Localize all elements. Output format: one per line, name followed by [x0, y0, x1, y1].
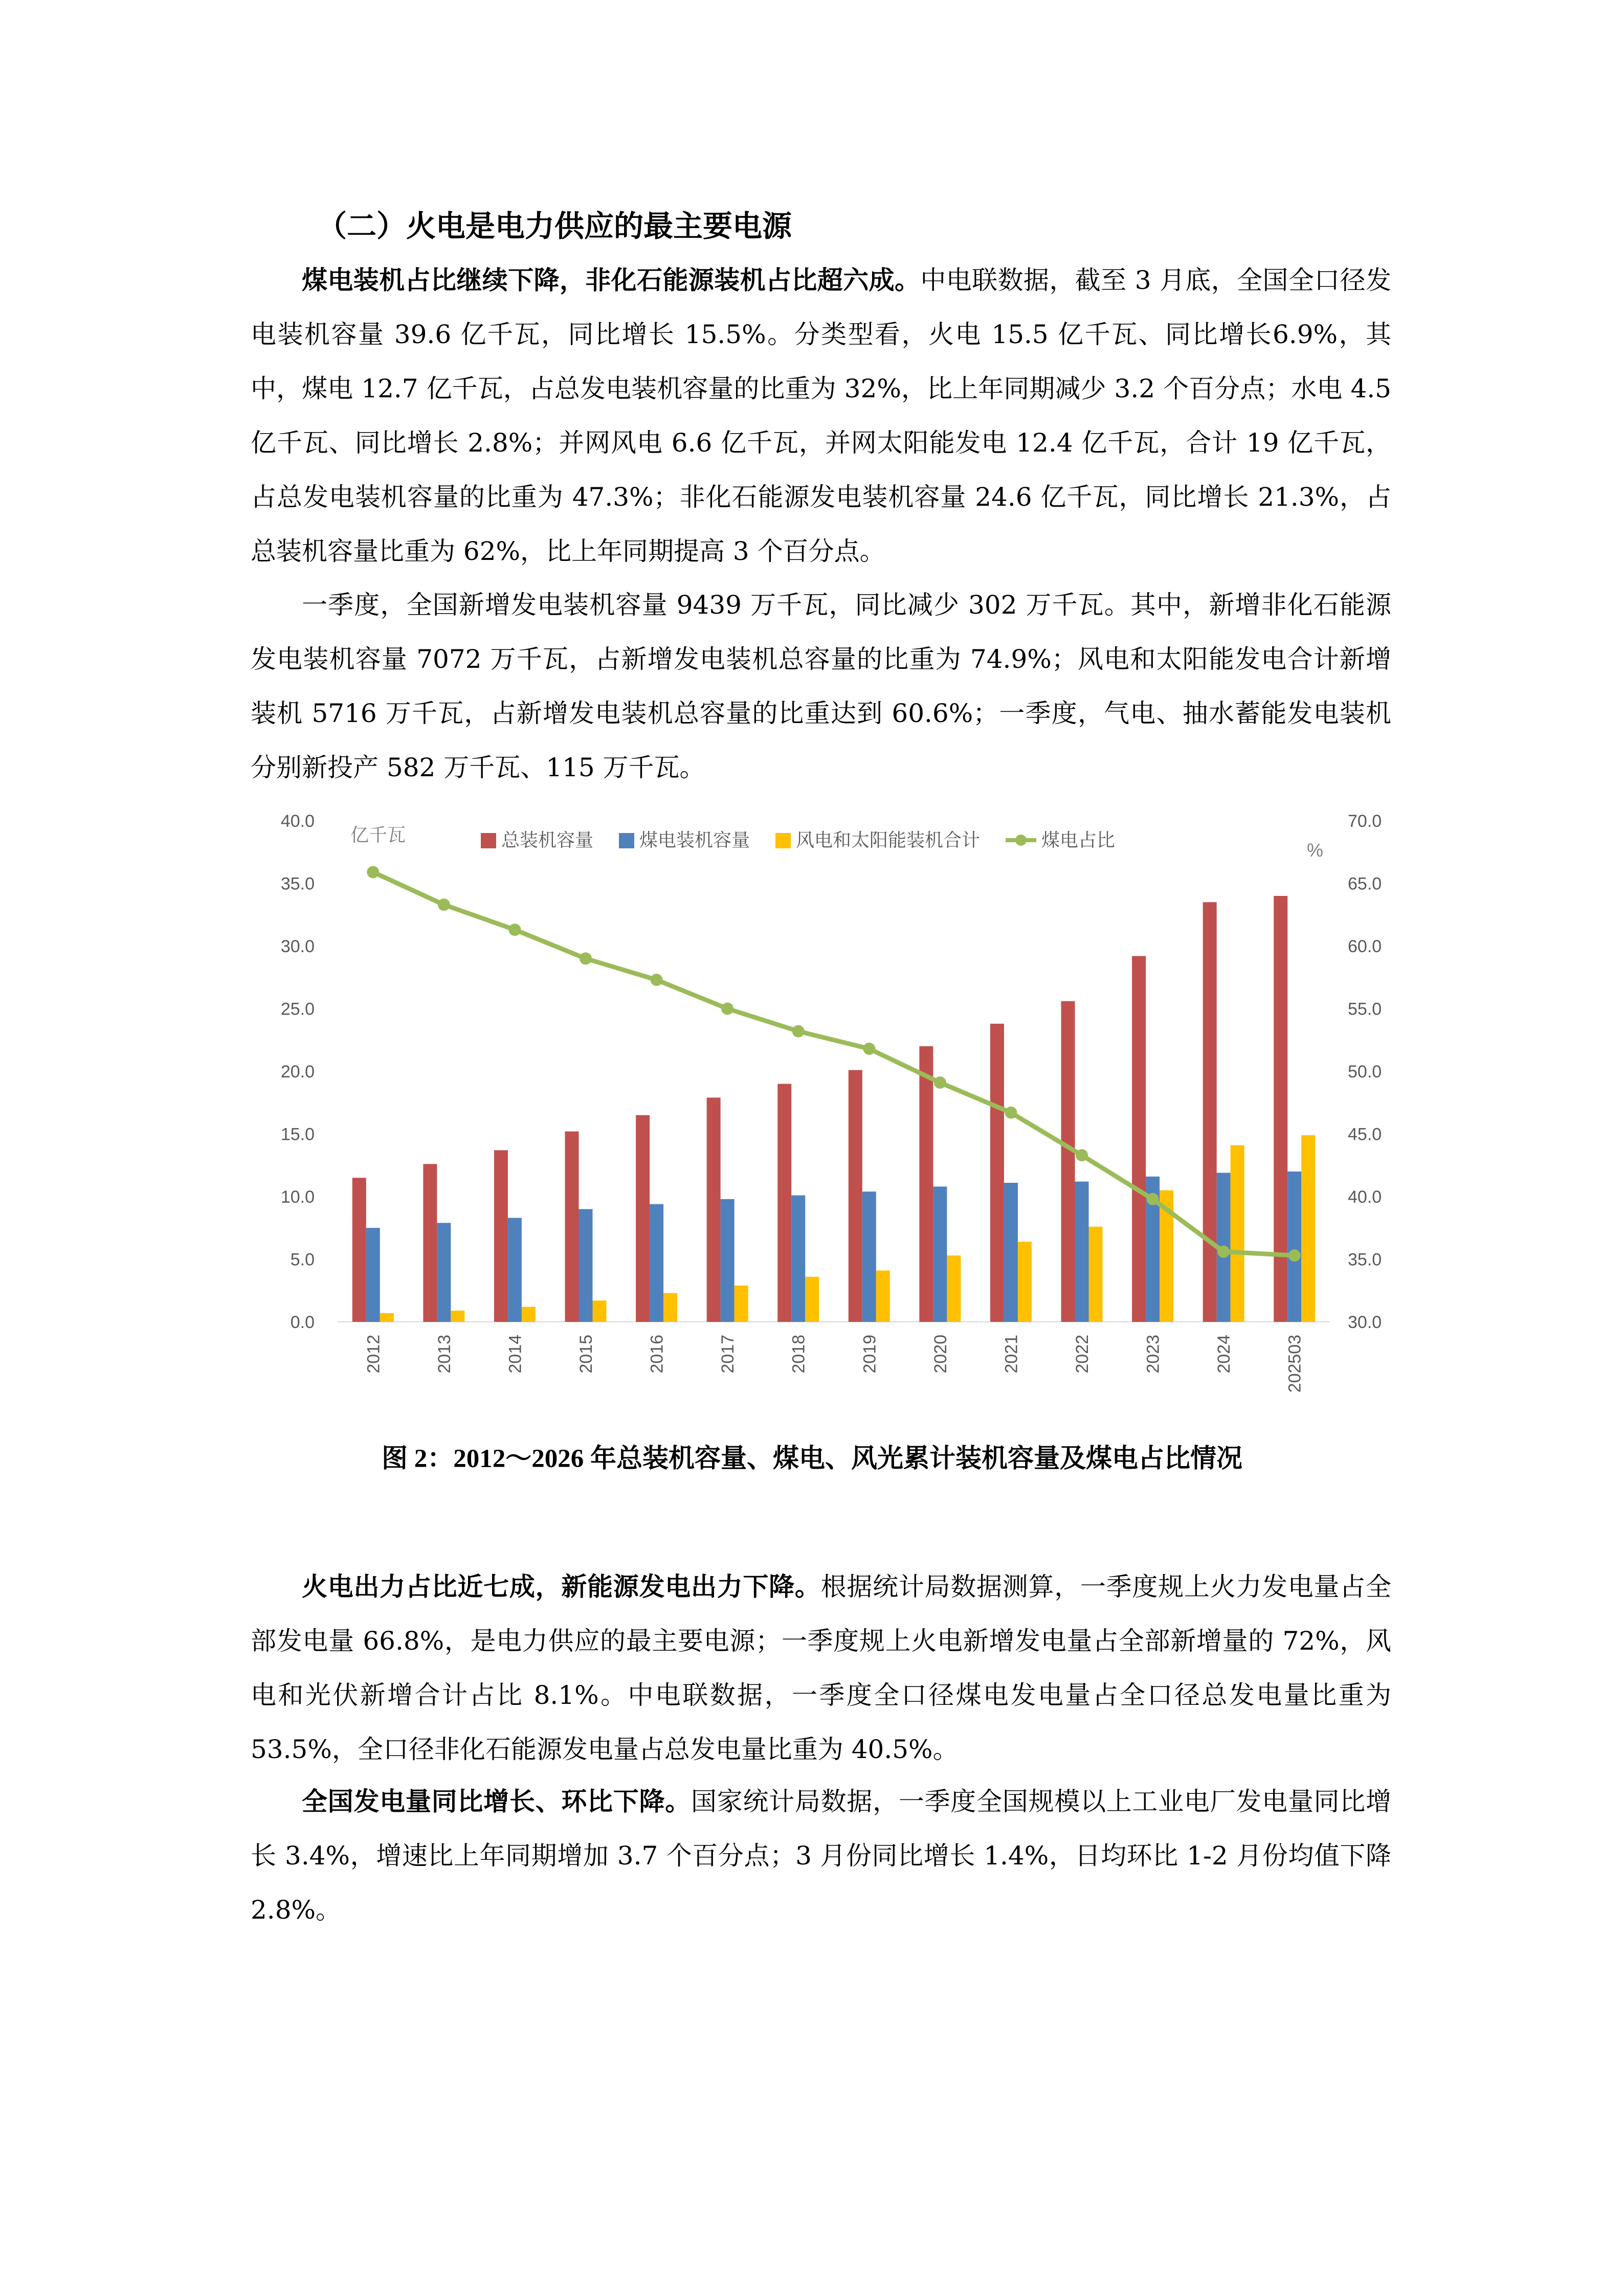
bar-2019: [876, 1271, 890, 1322]
legend-label: 总装机容量: [501, 829, 594, 850]
y2-tick-label: 30.0: [1348, 1313, 1382, 1332]
coal-share-point-2024: [1217, 1246, 1230, 1258]
bar-2015: [579, 1209, 593, 1322]
bar-2012: [352, 1178, 366, 1322]
bar-2018: [791, 1196, 805, 1322]
section-title: （二）火电是电力供应的最主要电源: [317, 209, 792, 243]
bar-202503: [1301, 1135, 1315, 1322]
coal-share-point-2017: [721, 1003, 733, 1015]
x-tick-label: 2017: [718, 1335, 738, 1374]
paragraph-body: 根据统计局数据测算，一季度规上火力发电量占全部发电量 66.8%，是电力供应的最主要电源；一季度规上火电新增发电量占全部新增量的 72%，风电和光伏新增合计占比 8.1%。中电联数据，一季度全口径煤电发电量占全口径总发电量比重为 53.5%，全口径非化石能源发电量占总发电量比重为 40.5%。: [251, 1572, 1392, 1764]
bar-202503: [1274, 896, 1287, 1322]
bar-2024: [1203, 902, 1217, 1322]
legend-swatch: [481, 833, 496, 848]
coal-share-point-2018: [792, 1025, 805, 1038]
bar-2021: [1004, 1183, 1018, 1322]
paragraph-capacity: [251, 253, 1391, 578]
coal-share-point-2022: [1076, 1149, 1088, 1161]
bar-2018: [805, 1277, 819, 1322]
bar-2017: [735, 1286, 748, 1322]
y2-tick-label: 70.0: [1348, 812, 1382, 831]
legend-swatch: [775, 833, 791, 848]
legend-label: 煤电占比: [1041, 829, 1116, 850]
y-tick-label: 0.0: [290, 1313, 315, 1332]
bar-2018: [777, 1084, 791, 1322]
legend-label: 风电和太阳能装机合计: [796, 829, 981, 850]
paragraph-lead: 火电出力占比近七成，新能源发电出力下降。: [302, 1572, 821, 1602]
paragraph-lead: 煤电装机占比继续下降，非化石能源装机占比超六成。: [302, 265, 921, 295]
coal-share-point-2016: [651, 974, 663, 986]
paragraph-body: 国家统计局数据，一季度全国规模以上工业电厂发电量同比增长 3.4%，增速比上年同期增加 3.7 个百分点；3 月份同比增长 1.4%，日均环比 1-2 月份均值下降 2.8%。: [251, 1787, 1392, 1925]
bar-2022: [1061, 1001, 1075, 1322]
bar-2021: [990, 1024, 1004, 1322]
y-tick-label: 40.0: [280, 812, 315, 831]
y2-axis-unit: %: [1307, 840, 1324, 861]
y2-tick-label: 60.0: [1348, 937, 1382, 956]
y2-tick-label: 40.0: [1348, 1187, 1382, 1207]
coal-share-point-202503: [1288, 1249, 1301, 1262]
x-tick-label: 2012: [364, 1335, 384, 1374]
y2-tick-label: 35.0: [1348, 1250, 1382, 1270]
y-tick-label: 5.0: [290, 1250, 315, 1270]
x-tick-label: 202503: [1285, 1335, 1305, 1393]
bar-2022: [1089, 1227, 1103, 1322]
bar-2013: [451, 1311, 464, 1322]
y-tick-label: 10.0: [280, 1187, 315, 1207]
bar-2014: [494, 1150, 508, 1322]
bar-2019: [849, 1070, 862, 1322]
coal-share-point-2021: [1005, 1107, 1017, 1119]
bar-2021: [1018, 1242, 1032, 1322]
paragraph-new-capacity: [251, 578, 1391, 795]
x-tick-label: 2022: [1073, 1335, 1092, 1374]
bar-202503: [1287, 1172, 1301, 1322]
x-tick-label: 2024: [1214, 1335, 1234, 1374]
bar-2023: [1132, 956, 1146, 1322]
bar-2024: [1231, 1145, 1244, 1322]
x-tick-label: 2013: [434, 1335, 454, 1374]
bar-2013: [423, 1164, 437, 1322]
bar-2020: [933, 1186, 947, 1322]
bar-2020: [919, 1046, 933, 1322]
y2-tick-label: 55.0: [1348, 999, 1382, 1019]
coal-share-point-2015: [580, 953, 592, 965]
coal-share-point-2013: [438, 898, 450, 911]
bar-2015: [593, 1300, 607, 1322]
bar-2015: [565, 1132, 579, 1322]
x-tick-label: 2021: [1002, 1335, 1021, 1374]
bar-2017: [721, 1199, 735, 1322]
x-tick-label: 2023: [1143, 1335, 1163, 1374]
paragraph-generation: [251, 1774, 1391, 1937]
bar-2017: [707, 1097, 721, 1322]
bar-2014: [522, 1307, 536, 1322]
paragraph-body: 一季度，全国新增发电装机容量 9439 万千瓦，同比减少 302 万千瓦。其中，新增非化石能源发电装机容量 7072 万千瓦，占新增发电装机总容量的比重为 74.9%；风电和太阳能发电合计新增装机 5716 万千瓦，占新增发电装机总容量的比重达到 60.6%；一季度，气电、抽水蓄能发电装机分别新投产 582 万千瓦、115 万千瓦。: [251, 590, 1391, 782]
coal-share-point-2023: [1147, 1193, 1159, 1205]
y2-tick-label: 65.0: [1348, 874, 1382, 894]
bar-2012: [380, 1313, 394, 1322]
y2-tick-label: 50.0: [1348, 1062, 1382, 1082]
paragraph-thermal-output: [251, 1560, 1391, 1776]
capacity-chart: [280, 798, 1382, 1411]
bar-2016: [663, 1293, 677, 1322]
x-tick-label: 2016: [647, 1335, 667, 1374]
x-tick-label: 2014: [505, 1335, 525, 1374]
y-tick-label: 25.0: [280, 999, 315, 1019]
x-tick-label: 2015: [576, 1335, 596, 1374]
coal-share-point-2012: [367, 866, 379, 878]
y2-tick-label: 45.0: [1348, 1124, 1382, 1144]
bar-2012: [366, 1228, 380, 1322]
y-tick-label: 20.0: [280, 1062, 315, 1082]
bar-2020: [947, 1255, 961, 1322]
figure-caption: 图 2：2012～2026 年总装机容量、煤电、风光累计装机容量及煤电占比情况: [381, 1445, 1242, 1473]
y-tick-label: 30.0: [280, 937, 315, 956]
legend-marker: [1015, 835, 1027, 846]
bar-2016: [636, 1115, 650, 1322]
y-tick-label: 15.0: [280, 1124, 315, 1144]
y-tick-label: 35.0: [280, 874, 315, 894]
x-tick-label: 2019: [860, 1335, 880, 1374]
x-tick-label: 2020: [930, 1335, 950, 1374]
y-axis-unit: 亿千瓦: [350, 824, 406, 845]
legend-swatch: [619, 833, 634, 848]
paragraph-body: 中电联数据，截至 3 月底，全国全口径发电装机容量 39.6 亿千瓦，同比增长 15.5%。分类型看，火电 15.5 亿千瓦、同比增长6.9%，其中，煤电 12.7 亿千瓦，占总发电装机容量的比重为 32%，比上年同期减少 3.2 个百分点；水电 4.5 亿千瓦、同比增长 2.8%；并网风电 6.6 亿千瓦，并网太阳能发电 12.4 亿千瓦，合计 19 亿千瓦，占总发电装机容量的比重为 47.3%；非化石能源发电装机容量 24.6 亿千瓦，同比增长 21.3%，占总装机容量比重为 62%，比上年同期提高 3 个百分点。: [251, 265, 1391, 566]
coal-share-point-2014: [508, 924, 521, 936]
bar-2022: [1075, 1182, 1089, 1322]
coal-share-point-2019: [863, 1043, 875, 1055]
coal-share-point-2020: [934, 1076, 946, 1089]
bar-2016: [650, 1204, 663, 1322]
paragraph-lead: 全国发电量同比增长、环比下降。: [302, 1787, 691, 1816]
legend-label: 煤电装机容量: [639, 829, 750, 850]
bar-2013: [437, 1223, 451, 1322]
bar-2014: [508, 1218, 522, 1322]
x-tick-label: 2018: [789, 1335, 809, 1374]
bar-2019: [862, 1191, 876, 1322]
